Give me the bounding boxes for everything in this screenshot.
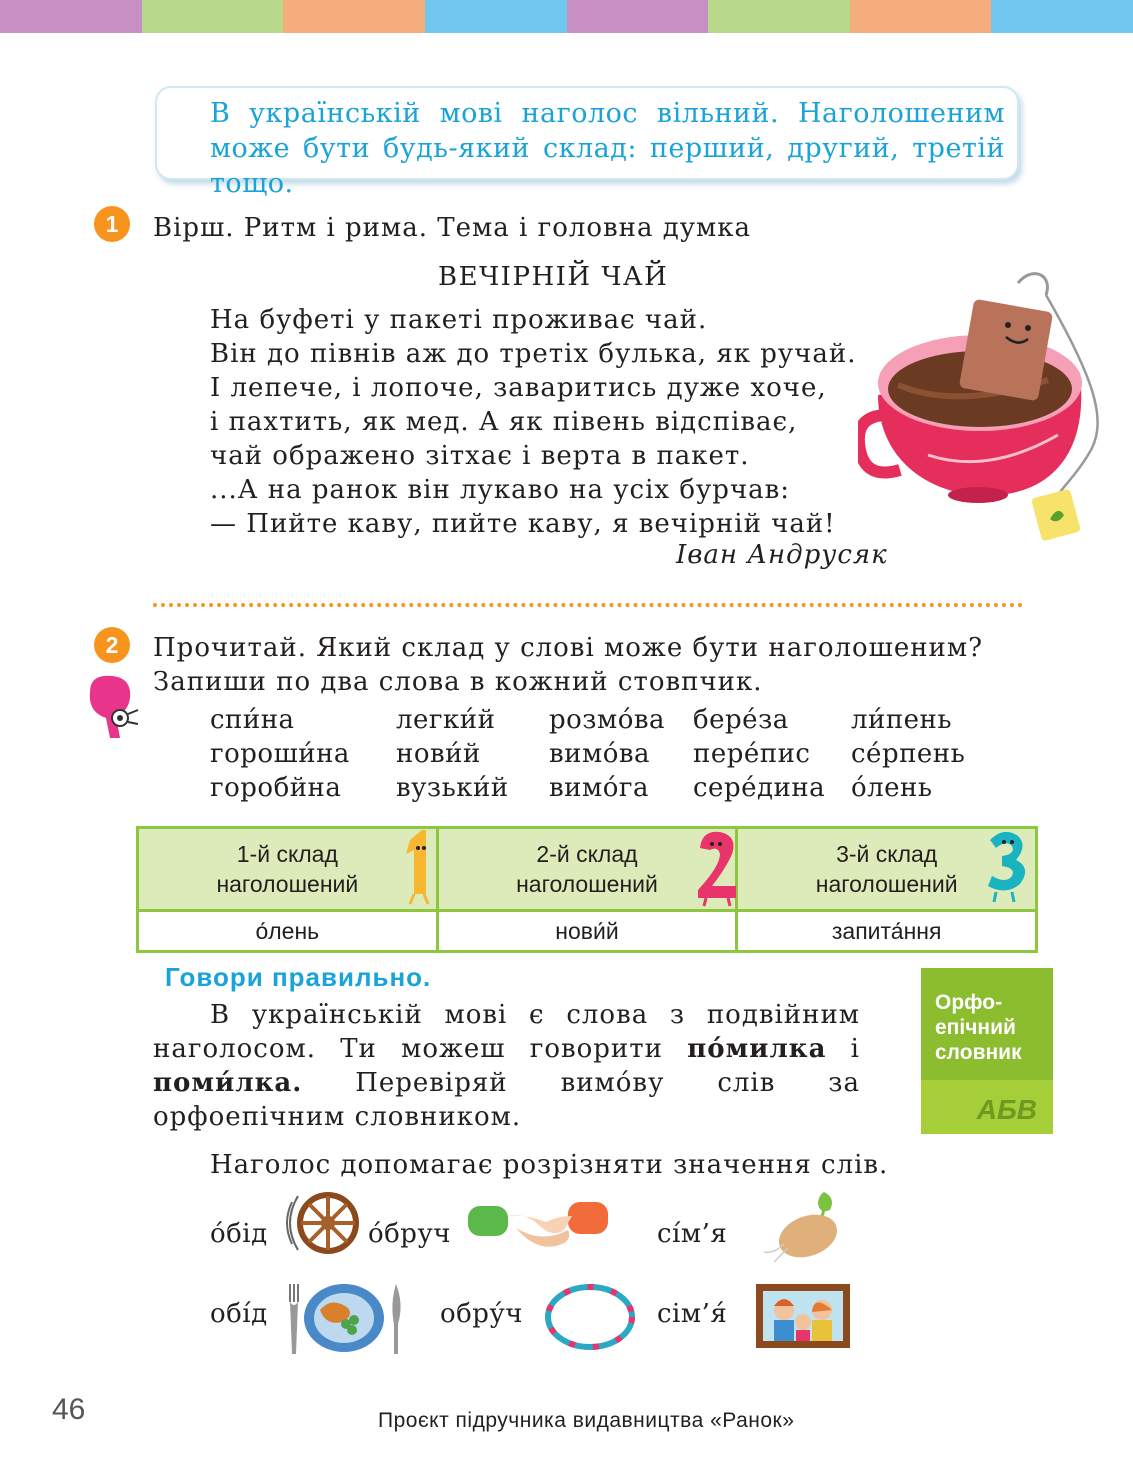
para-text: В українській мові є слова з подвійним наголосом. Ти можеш говорити: [153, 1000, 860, 1064]
table-header-cell: [437, 828, 737, 911]
bold-word: по́милка: [687, 1034, 827, 1064]
header-line: наголошений: [216, 871, 359, 897]
dictionary-line: словник: [935, 1041, 1022, 1064]
stripe: [708, 0, 850, 33]
footer-text: Проєкт підручника видавництва «Ранок»: [378, 1409, 795, 1432]
task2-line2: Запиши по два слова в кожний стовпчик.: [153, 667, 763, 697]
poem-line: чай ображено зітхає і верта в пакет.: [210, 441, 750, 471]
speak-correctly-title: Говори правильно.: [165, 962, 432, 992]
stripe: [283, 0, 425, 33]
stripe: [850, 0, 992, 33]
word: бере́за: [693, 705, 789, 735]
header-line: наголошений: [815, 871, 958, 897]
stripe: [142, 0, 284, 33]
poem-title: ВЕЧІРНІЙ ЧАЙ: [438, 262, 669, 292]
task-number-badge: 2: [94, 627, 130, 663]
word: вимо́га: [549, 773, 649, 803]
header-line: наголошений: [516, 871, 658, 897]
header-line: 2-й склад: [536, 841, 638, 867]
table-cell: запита́ння: [737, 911, 1037, 952]
page-number: 46: [52, 1393, 86, 1426]
table-row: [138, 911, 1037, 952]
poem-line: — Пийте каву, пийте каву, я вечірній чай!: [210, 509, 836, 539]
word: спи́на: [210, 705, 295, 735]
pair-word: обі́д: [210, 1299, 268, 1329]
poem-line: ...А на ранок він лукаво на усіх бурчав:: [210, 475, 791, 505]
digit-one-character-icon: [396, 828, 438, 908]
header-line: 1-й склад: [236, 841, 338, 867]
handshake-icon: [468, 1198, 608, 1262]
header-line: 3-й склад: [836, 841, 938, 867]
pair-word: обру́ч: [440, 1299, 523, 1329]
stripe: [0, 0, 142, 33]
wheel-rim-icon: [286, 1188, 360, 1258]
table-header-row: [138, 828, 1037, 911]
para-text: і: [826, 1034, 860, 1064]
seed-sprout-icon: [758, 1188, 854, 1264]
word: се́рпень: [851, 739, 966, 769]
dictionary-line: епічний: [935, 1016, 1016, 1039]
digit-three-character-icon: [982, 828, 1034, 908]
task-number-badge: 1: [94, 206, 130, 242]
table-cell: нови́й: [437, 911, 737, 952]
dictionary-badge: [921, 968, 1053, 1134]
dictionary-abv: АБВ: [976, 1094, 1037, 1125]
family-portrait-icon: [754, 1282, 852, 1350]
top-color-stripes: [0, 0, 1133, 33]
task1-title: Вірш. Ритм і рима. Тема і головна думка: [153, 213, 752, 243]
stress-line: Наголос допомагає розрізняти значення слів.: [210, 1150, 889, 1180]
syllable-table: [136, 826, 1038, 953]
dictionary-label: [935, 990, 1022, 1065]
dinner-plate-icon: [286, 1280, 406, 1356]
word: гороши́на: [210, 739, 350, 769]
poem-line: На буфеті у пакеті проживає чай.: [210, 305, 708, 335]
word: о́лень: [851, 773, 933, 803]
table-cell: о́лень: [138, 911, 438, 952]
table-header-cell: [138, 828, 438, 911]
dictionary-line: Орфо-: [935, 991, 1003, 1014]
pair-word: о́бруч: [368, 1219, 451, 1249]
poem: [210, 303, 856, 541]
stripe: [991, 0, 1133, 33]
rule-text: В українській мові наголос вільний. Наголошеним може бути будь-який склад: перший, другий, третій тощо.: [210, 98, 1005, 199]
para-text: Перевіряй вимо́ву слів за орфоепічним словником.: [153, 1068, 860, 1132]
poem-line: І лепече, і лопоче, заваритись дуже хоче,: [210, 373, 827, 403]
stripe: [425, 0, 567, 33]
word: ли́пень: [851, 705, 953, 735]
word: розмо́ва: [549, 705, 665, 735]
hoop-icon: [543, 1282, 637, 1352]
pair-word: сі́м’я: [657, 1219, 728, 1249]
stripe: [567, 0, 709, 33]
word: вимо́ва: [549, 739, 650, 769]
word: сере́дина: [693, 773, 826, 803]
speak-paragraph: [153, 998, 860, 1134]
pink-character-icon: [82, 672, 142, 742]
pair-word: о́бід: [210, 1219, 268, 1249]
digit-two-character-icon: [694, 828, 740, 908]
teacup-teabag-icon: [858, 265, 1110, 545]
word: вузьки́й: [396, 773, 509, 803]
poem-line: і пахтить, як мед. А як півень відспіває,: [210, 407, 798, 437]
poem-author: Іван Андрусяк: [676, 540, 888, 570]
bold-word: поми́лка.: [153, 1068, 303, 1098]
poem-line: Він до півнів аж до третіх булька, як ручай.: [210, 339, 857, 369]
task2-line1: Прочитай. Який склад у слові може бути наголошеним?: [153, 633, 984, 663]
word: горобйна: [210, 773, 342, 803]
dotted-separator: [153, 603, 1023, 607]
word: пере́пис: [693, 739, 811, 769]
word: легки́й: [396, 705, 496, 735]
word: нови́й: [396, 739, 481, 769]
pair-word: сім’я́: [657, 1299, 728, 1329]
